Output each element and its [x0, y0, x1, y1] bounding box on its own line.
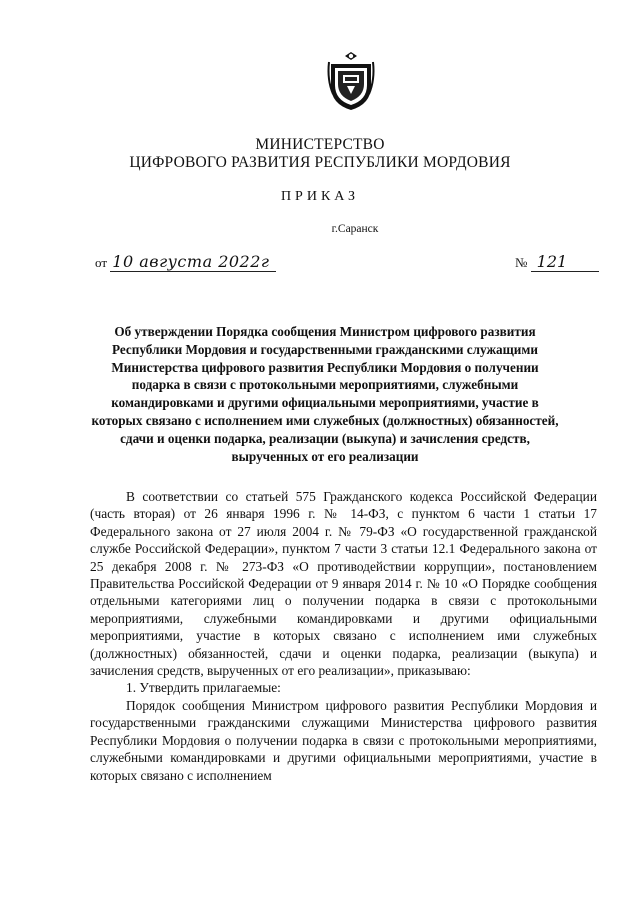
document-body [90, 488, 597, 784]
city: г.Саранск [331, 223, 379, 235]
body-paragraph-2: Порядок сообщения Министром цифрового развития Республики Мордовия и государственными гражданскими служащими Министерства цифрового развития Республики Мордовия о получении подарка в связи с протокольными мероприятиями, служебными командировками и другими официальными мероприятиями, участие в которых связано с исполнением [90, 697, 597, 783]
number-prefix: № [515, 255, 528, 270]
date-line [95, 252, 276, 272]
ministry-name [0, 136, 640, 172]
number-line [515, 252, 599, 272]
coat-of-arms-emblem [325, 50, 377, 112]
ministry-line-2: ЦИФРОВОГО РАЗВИТИЯ РЕСПУБЛИКИ МОРДОВИЯ [129, 154, 511, 171]
ministry-line-1: МИНИСТЕРСТВО [255, 136, 385, 153]
city-line [0, 223, 640, 235]
handwritten-date: 10 августа 2022г [110, 252, 275, 272]
handwritten-number: 121 [531, 252, 599, 272]
document-title: Об утверждении Порядка сообщения Министром цифрового развития Республики Мордовия и государственными гражданскими служащими Министерства цифрового развития Республики Мордовия о получении подарка в связи с протокольными мероприятиями, служебными командировками и другими официальными мероприятиями, участие в которых связано с исполнением ими служебных (должностных) обязанностей, сдачи и оценки подарка, реализации (выкупа) и зачисления средств, вырученных от его реализации [91, 324, 559, 464]
list-item-1: 1. Утвердить прилагаемые: [126, 680, 281, 696]
document-type: ПРИКАЗ [280, 189, 360, 204]
date-prefix: от [95, 255, 108, 270]
body-paragraph-1: В соответствии со статьей 575 Гражданского кодекса Российской Федерации (часть вторая) от 26 января 1996 г. № 14-ФЗ, с пунктом 6 части 1 статьи 17 Федерального закона от 27 июля 2004 г. № 79-ФЗ «О государственной гражданской службе Российской Федерации», пунктом 7 части 3 статьи 12.1 Федерального закона от 25 декабря 2008 г. № 273-ФЗ «О противодействии коррупции», постановлением Правительства Российской Федерации от 9 января 2014 г. № 10 «О Порядке сообщения отдельными категориями лиц о получении подарка в связи с протокольными мероприятиями, служебными командировками и другими официальными мероприятиями, участие в которых связано с исполнением ими служебных (должностных) обязанностей, сдачи и оценки подарка, реализации (выкупа) и зачисления средств, вырученных от его реализации», приказываю: [90, 489, 597, 679]
